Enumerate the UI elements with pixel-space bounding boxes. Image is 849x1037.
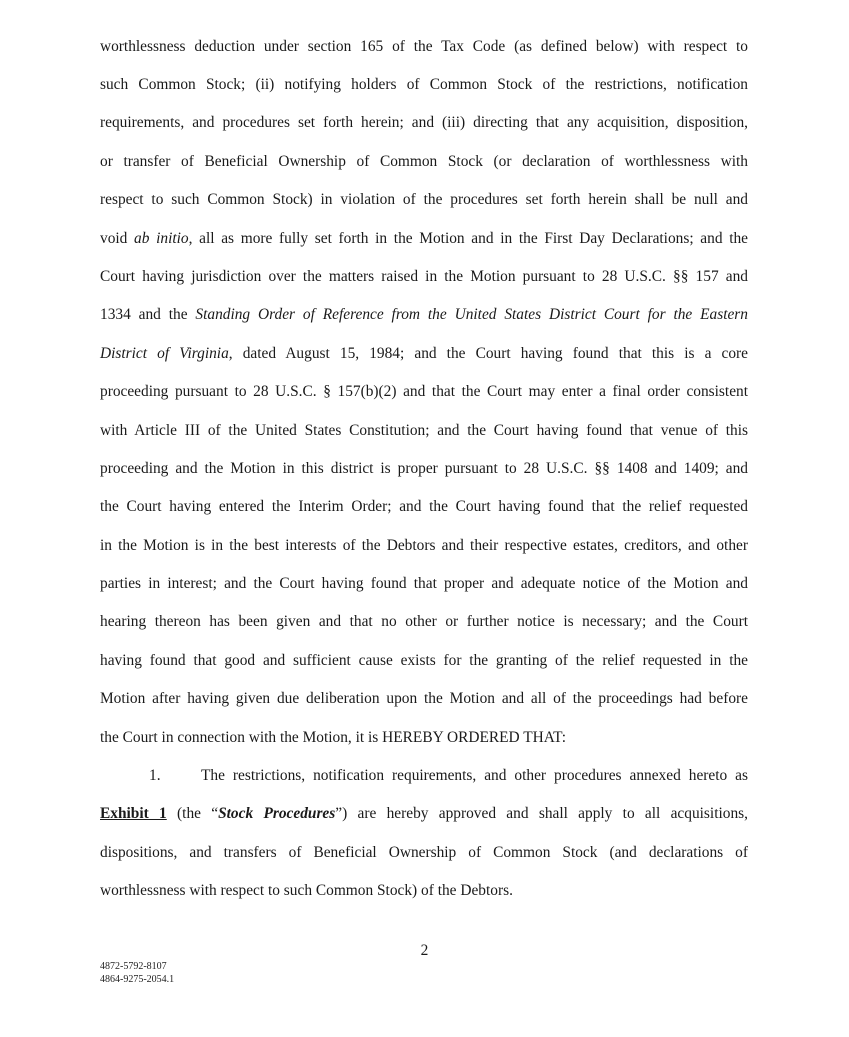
text-run: , dated August 15, 1984; and the Court having found that this is a core (228, 345, 748, 362)
text-run: ”) are hereby approved and shall apply to all acquisitions, (335, 805, 748, 822)
exhibit-reference: Exhibit 1 (100, 805, 167, 822)
document-id: 4864-9275-2054.1 (100, 974, 175, 985)
body-line (100, 305, 748, 325)
body-line: the Court in connection with the Motion, it is HEREBY ORDERED THAT: (100, 729, 567, 746)
body-line (100, 344, 748, 364)
paragraph-line: worthlessness with respect to such Common Stock) of the Debtors. (100, 882, 513, 899)
order-title-cont: District of Virginia (100, 345, 229, 362)
body-line: having found that good and sufficient cause exists for the granting of the relief requested in the (100, 652, 748, 669)
body-line: parties in interest; and the Court having found that proper and adequate notice of the Motion and (100, 575, 748, 592)
text-run: void (100, 230, 135, 247)
body-line: with Article III of the United States Constitution; and the Court having found that venue of this (100, 422, 748, 439)
defined-term: Stock Procedures (218, 805, 336, 822)
body-line: Motion after having given due deliberation upon the Motion and all of the proceedings had before (100, 690, 748, 707)
body-line: proceeding pursuant to 28 U.S.C. § 157(b)(2) and that the Court may enter a final order consistent (100, 383, 748, 400)
body-line: such Common Stock; (ii) notifying holders of Common Stock of the restrictions, notification (100, 76, 748, 93)
body-line: or transfer of Beneficial Ownership of Common Stock (or declaration of worthlessness with (100, 153, 748, 170)
body-line: the Court having entered the Interim Order; and the Court having found that the relief requested (100, 498, 748, 515)
body-line: hearing thereon has been given and that no other or further notice is necessary; and the Court (100, 613, 748, 630)
paragraph-line: dispositions, and transfers of Beneficial Ownership of Common Stock (and declarations of (100, 844, 748, 861)
page-number: 2 (420, 942, 429, 959)
body-line: respect to such Common Stock) in violation of the procedures set forth herein shall be null and (100, 191, 748, 208)
order-title: Standing Order of Reference from the United States District Court for the Eastern (195, 306, 748, 323)
text-run: , all as more fully set forth in the Motion and in the First Day Declarations; and the (188, 230, 748, 247)
text-run: (the “ (166, 805, 219, 822)
paragraph-line: The restrictions, notification requirements, and other procedures annexed hereto as (201, 767, 748, 784)
body-line: in the Motion is in the best interests of the Debtors and their respective estates, creditors, and other (100, 537, 748, 554)
body-line: requirements, and procedures set forth herein; and (iii) directing that any acquisition, disposition, (100, 114, 748, 131)
body-line: worthlessness deduction under section 165 of the Tax Code (as defined below) with respect to (100, 38, 748, 55)
paragraph-line (100, 804, 748, 824)
body-line (100, 229, 748, 249)
document-id: 4872-5792-8107 (100, 961, 167, 972)
body-line: proceeding and the Motion in this district is proper pursuant to 28 U.S.C. §§ 1408 and 1409; and (100, 460, 748, 477)
paragraph-number: 1. (149, 767, 161, 784)
body-line: Court having jurisdiction over the matters raised in the Motion pursuant to 28 U.S.C. §§ 157 and (100, 268, 748, 285)
latin-phrase: ab initio (134, 230, 189, 247)
text-run: 1334 and the (100, 306, 196, 323)
